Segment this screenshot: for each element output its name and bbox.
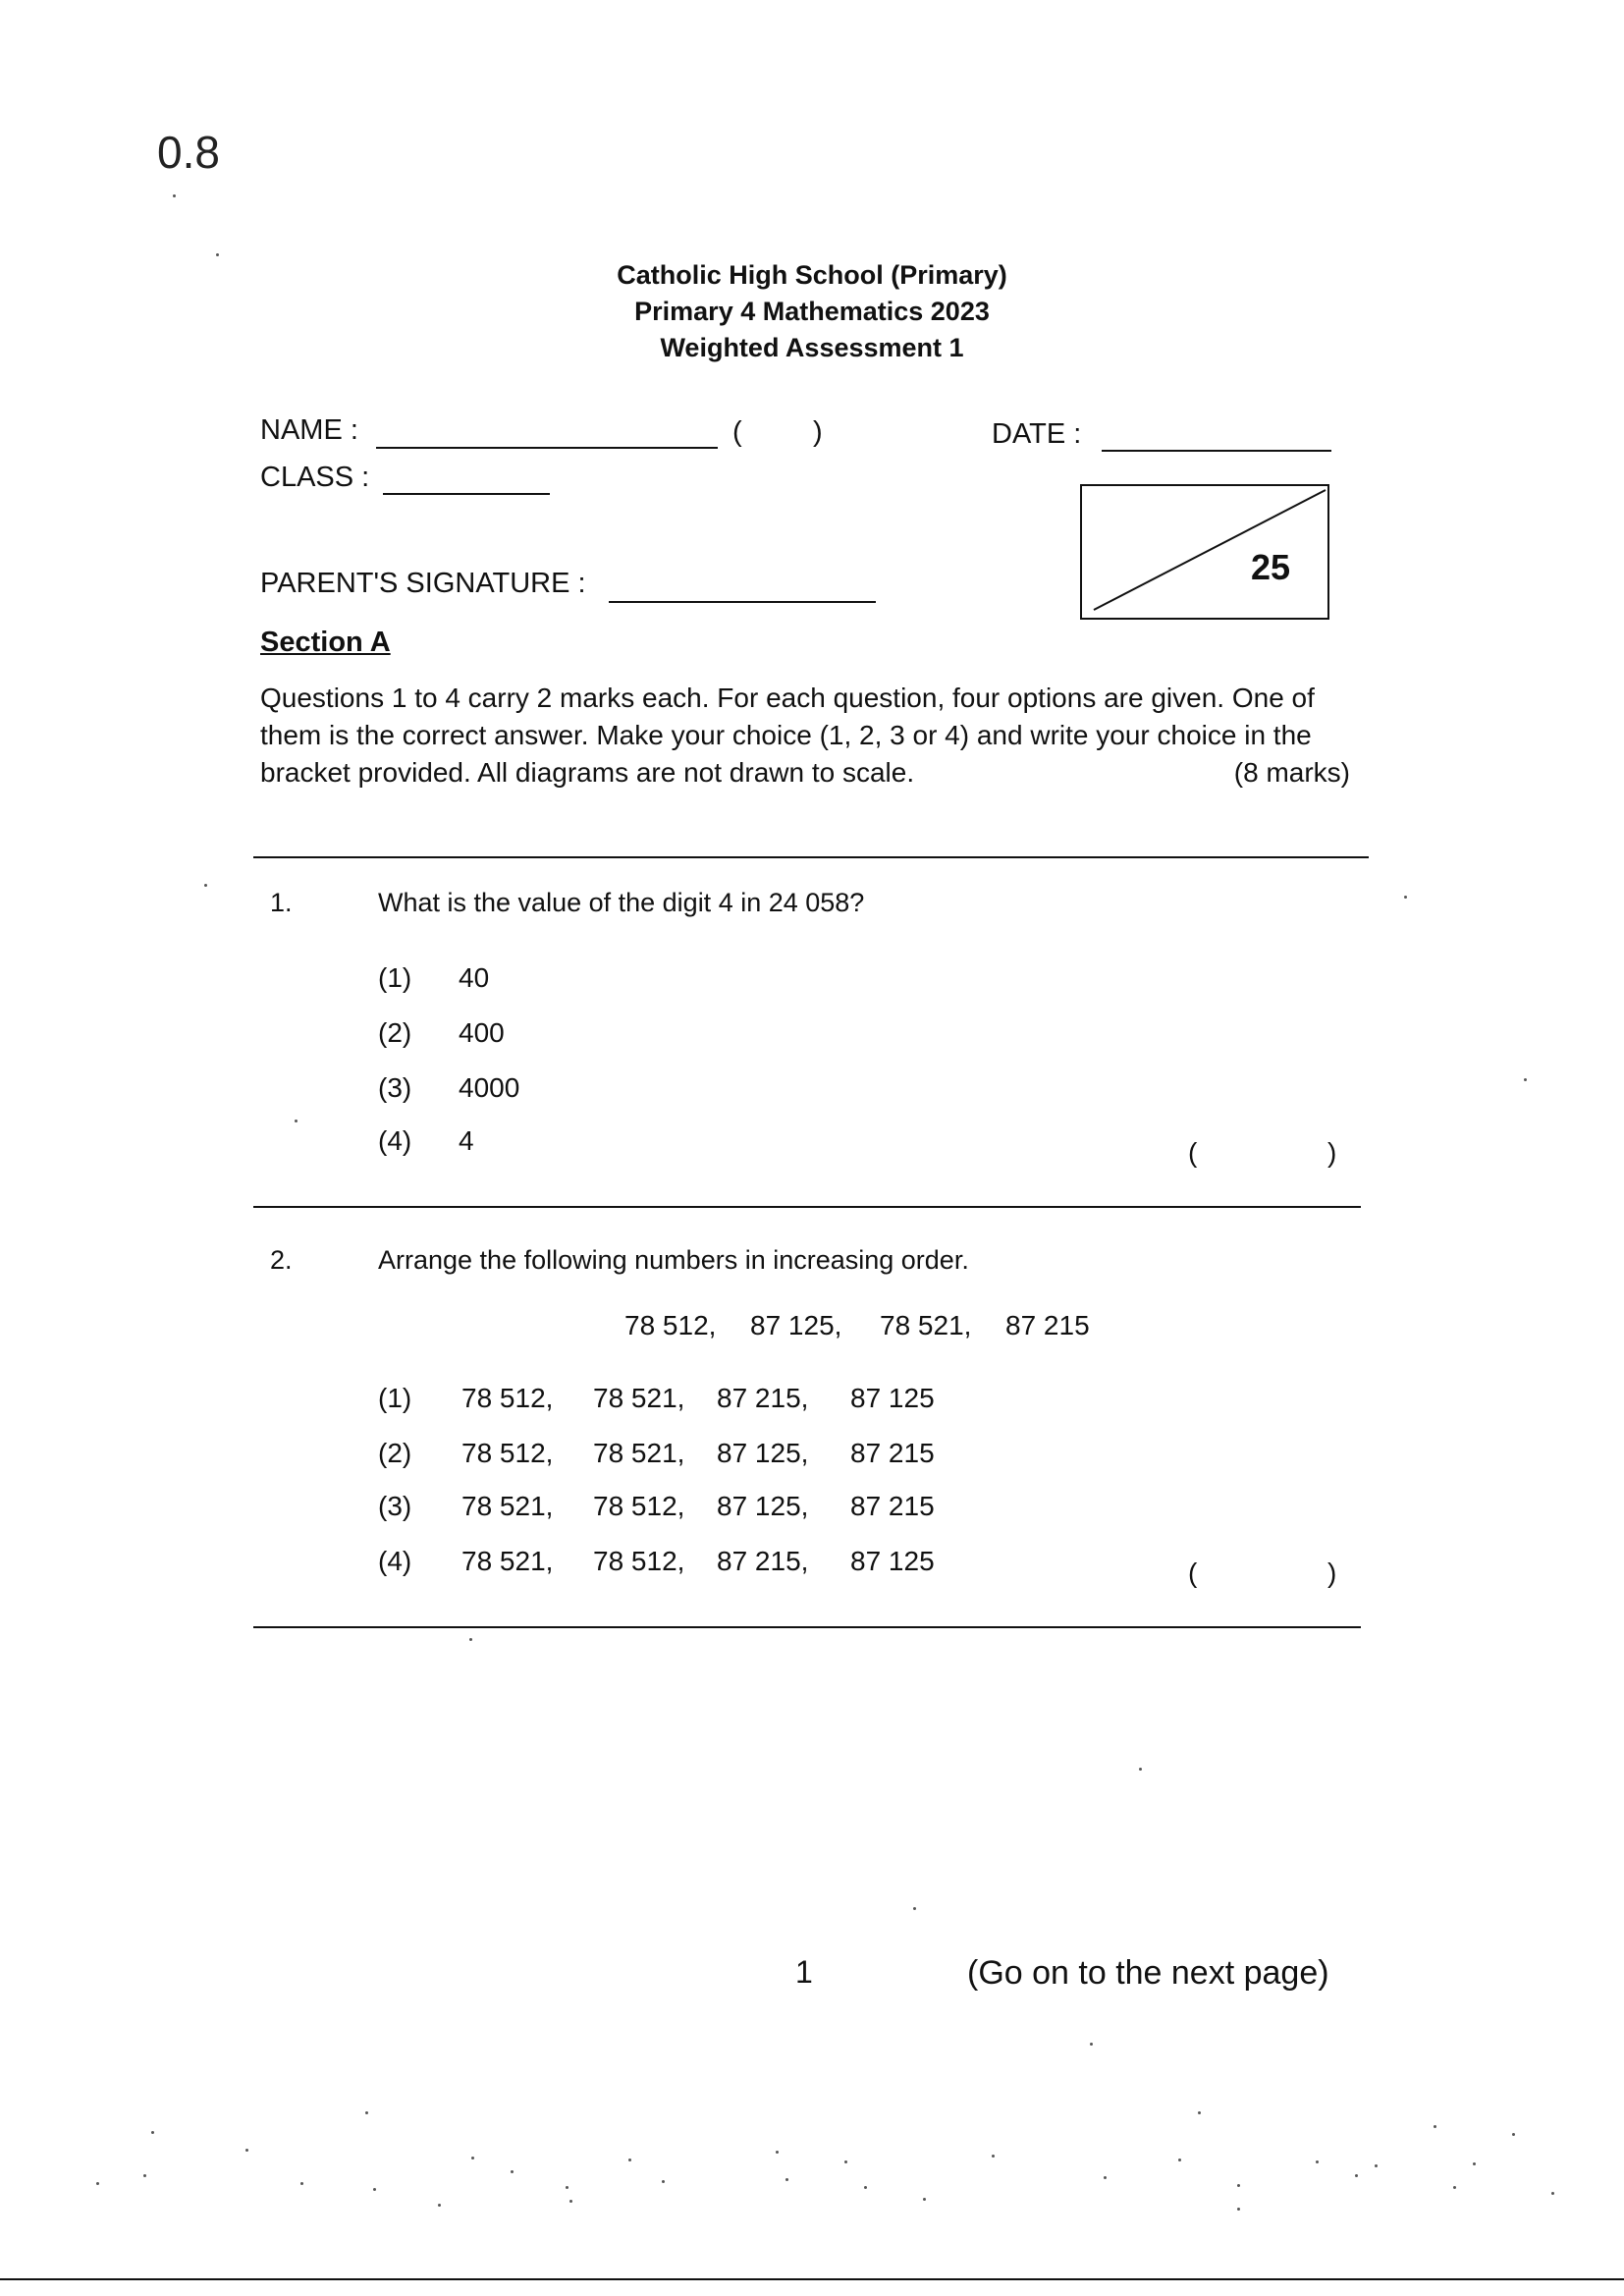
option-number: 78 512, [593,1491,685,1521]
question-text: Arrange the following numbers in increasing order. [378,1245,969,1275]
option-number: 87 125 [850,1383,935,1413]
option-4[interactable] [378,1546,987,1579]
option-number: 87 215 [850,1491,935,1521]
option-number: 87 215, [717,1383,809,1413]
section-instructions [260,680,1350,792]
class-field[interactable] [383,493,550,495]
name-index-close: ) [813,416,823,448]
question-number: 1. [270,888,293,917]
option-label: (1) [378,1383,412,1413]
option-label: (3) [378,1072,412,1103]
divider-2 [253,1206,1361,1208]
name-index-open: ( [732,416,742,448]
assessment-title: Weighted Assessment 1 [660,333,964,362]
answer-bracket-close: ) [1327,1558,1337,1588]
section-title: Section A [260,627,391,658]
option-label: (4) [378,1546,412,1576]
option-number: 78 521, [461,1546,554,1576]
option-number: 78 521, [593,1438,685,1468]
name-label: NAME : [260,414,358,446]
option-label: (2) [378,1438,412,1468]
given-number: 78 512, [624,1310,717,1340]
divider-3 [253,1626,1361,1628]
option-3[interactable] [378,1491,987,1524]
given-number: 78 521, [880,1310,972,1340]
option-number: 78 521, [461,1491,554,1521]
score-box [1080,484,1329,620]
option-3[interactable] [378,1072,673,1106]
option-number: 87 215, [717,1546,809,1576]
score-total: 25 [1250,547,1290,587]
option-number: 87 125, [717,1491,809,1521]
next-page-note: (Go on to the next page) [967,1954,1329,1992]
given-number: 87 215 [1005,1310,1090,1340]
section-marks: (8 marks) [1233,757,1350,788]
option-value: 4 [459,1125,474,1156]
option-number: 78 512, [461,1383,554,1413]
option-number: 87 125, [717,1438,809,1468]
option-1[interactable] [378,962,673,996]
answer-bracket[interactable] [1188,1558,1345,1591]
score-divider [1082,486,1327,618]
option-number: 87 215 [850,1438,935,1468]
option-label: (1) [378,962,412,993]
option-number: 78 521, [593,1383,685,1413]
class-label: CLASS : [260,462,370,493]
option-value: 400 [459,1017,505,1048]
answer-bracket[interactable] [1188,1137,1345,1171]
option-number: 78 512, [461,1438,554,1468]
answer-bracket-open: ( [1188,1137,1198,1168]
option-2[interactable] [378,1438,987,1471]
given-numbers [624,1310,1090,1341]
school-name: Catholic High School (Primary) [617,260,1007,290]
question-text: What is the value of the digit 4 in 24 058? [378,888,865,917]
option-number: 87 125 [850,1546,935,1576]
signature-label: PARENT'S SIGNATURE : [260,568,586,599]
option-label: (4) [378,1125,412,1156]
option-label: (2) [378,1017,412,1048]
name-field[interactable] [376,447,718,449]
option-label: (3) [378,1491,412,1521]
option-4[interactable] [378,1125,673,1159]
date-label: DATE : [992,418,1082,450]
signature-field[interactable] [609,601,876,603]
corner-mark: 0.8 [157,127,220,178]
date-field[interactable] [1102,450,1331,452]
given-number: 87 125, [750,1310,842,1340]
option-2[interactable] [378,1017,673,1051]
answer-bracket-open: ( [1188,1558,1198,1588]
option-number: 78 512, [593,1546,685,1576]
option-value: 4000 [459,1072,520,1103]
option-1[interactable] [378,1383,987,1416]
answer-bracket-close: ) [1327,1137,1337,1168]
instructions-text: Questions 1 to 4 carry 2 marks each. For each question, four options are given. One of them is the correct answer. Make your choice (1, 2, 3 or 4) and write your choice in the bracket provided. All diagrams are not drawn to scale. [260,683,1315,788]
question-number: 2. [270,1245,293,1275]
option-value: 40 [459,962,490,993]
subject-title: Primary 4 Mathematics 2023 [634,297,990,326]
bottom-rule [0,2278,1624,2280]
page-number: 1 [795,1954,813,1990]
divider-1 [253,856,1369,858]
